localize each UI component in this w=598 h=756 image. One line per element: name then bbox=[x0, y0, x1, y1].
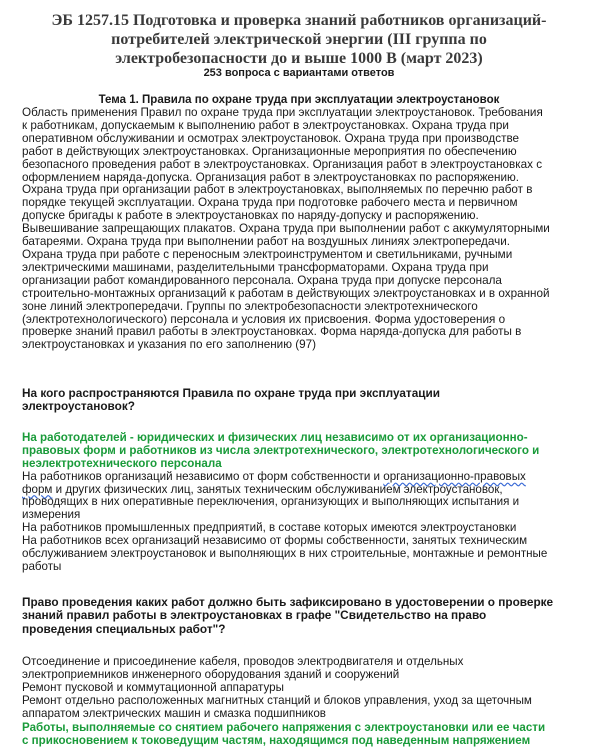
topic-line: оформлением наряда-допуска. Организация работ в электроустановках по распоряжению. bbox=[22, 170, 520, 184]
answer-line: Отсоединение и присоединение кабеля, проводов электродвигателя и отдельных bbox=[22, 655, 464, 668]
answer-text: и других физических лиц, занятых техническим обслуживанием электроустановок, bbox=[55, 482, 503, 496]
topic-line: Вывешивание запрещающих плакатов. Охрана труда при выполнении работ с аккумуляторными bbox=[22, 222, 550, 236]
topic-line: допуске бригады к работе в электроустановках по наряду-допуску и распоряжению. bbox=[22, 209, 479, 223]
answer-line: На работодателей - юридических и физических лиц независимо от их организационно- bbox=[22, 431, 528, 444]
correct-answer-option bbox=[22, 431, 578, 471]
question-line: Право проведения каких работ должно быть зафиксировано в удостоверении о проверке bbox=[22, 595, 554, 609]
answer-line: измерения bbox=[22, 508, 81, 522]
answer-line: На работников всех организаций независимо от формы собственности, занятых техническим bbox=[22, 534, 528, 548]
topic-line: оперативном обслуживании и осмотрах электроустановок. Охрана труда при производстве bbox=[22, 131, 520, 145]
answer-line: проводящих в них оперативные переключения, организующих и выполняющих испытания и bbox=[22, 495, 520, 509]
answer-line: неэлектротехнического персонала bbox=[22, 457, 222, 471]
topic-line: зоне линий электропередачи. Группы по электробезопасности электротехнического bbox=[22, 299, 478, 313]
answers-question-2 bbox=[22, 656, 578, 747]
answer-option bbox=[22, 682, 578, 695]
title-line: потребителей электрической энергии (III группа по bbox=[111, 31, 487, 48]
answer-text: На работников организаций независимо от форм собственности и bbox=[22, 469, 381, 483]
topic-line: Область применения Правил по охране труда при эксплуатации электроустановок. Требования bbox=[22, 106, 543, 119]
topic-line: порядке текущей эксплуатации. Охрана труда при подготовке рабочего места и первичном bbox=[22, 196, 518, 210]
document-subtitle: 253 вопроса с вариантами ответов bbox=[203, 67, 395, 79]
question-1 bbox=[22, 387, 578, 414]
topic-line: к работникам, допускаемым к выполнению работ в электроустановках. Охрана труда при bbox=[22, 118, 509, 132]
answer-line: работы bbox=[22, 559, 62, 573]
topic-line: батареями. Охрана труда при выполнении работ на воздушных линиях электропередачи. bbox=[22, 235, 510, 249]
topic-line: электрическими машинами, разделительными трансформаторами. Охрана труда при bbox=[22, 260, 489, 274]
topic-description bbox=[22, 107, 582, 352]
answer-line: Работы, выполняемые со снятием рабочего напряжения с электроустановки или ее части bbox=[22, 720, 546, 734]
topic-line: работ в действующих электроустановках. Организационные мероприятия по обеспечению bbox=[22, 144, 517, 158]
title-line: ЭБ 1257.15 Подготовка и проверка знаний работников организаций- bbox=[51, 12, 547, 29]
answer-option bbox=[22, 695, 578, 721]
title-line: электробезопасности до и выше 1000 В (март 2023) bbox=[115, 50, 483, 67]
topic-line: проверке знаний правил работы в электроустановках. Форма наряда-допуска для работы в bbox=[22, 325, 522, 339]
question-line: знаний правил работы в электроустановках в графе "Свидетельство на право bbox=[22, 608, 487, 623]
answer-line: правовых форм и работников из числа электротехнического, электротехнологического и bbox=[22, 444, 540, 458]
question-line: На кого распространяются Правила по охране труда при эксплуатации bbox=[22, 386, 441, 400]
spellcheck-underlined-word: форм bbox=[22, 482, 53, 496]
topic-line: (электротехнологического) персонала и условия их присвоения. Форма удостоверения о bbox=[22, 312, 506, 326]
answer-line: электроприемников инженерного оборудования зданий и сооружений bbox=[22, 667, 400, 681]
document-title bbox=[0, 11, 598, 68]
correct-answer-option bbox=[22, 721, 578, 747]
answer-line: На работников промышленных предприятий, в составе которых имеются электроустановки bbox=[22, 521, 517, 535]
topic-title: Тема 1. Правила по охране труда при эксплуатации электроустановок bbox=[98, 94, 500, 106]
topic-line: электроустановках и указания по его заполнению (97) bbox=[22, 338, 316, 352]
question-line: проведения специальных работ"? bbox=[22, 621, 226, 636]
answer-line: обслуживанием электроустановок и выполняющих в них строительные, монтажные и ремонтные bbox=[22, 547, 548, 561]
answer-line: аппаратом электрических машин и смазка подшипников bbox=[22, 706, 326, 720]
spellcheck-underlined-word: организационно-правовых bbox=[383, 469, 526, 483]
answer-option bbox=[22, 656, 578, 682]
topic-line: Охрана труда при работе с переносным электроинструментом и светильниками, ручными bbox=[22, 247, 513, 261]
answers-question-1 bbox=[22, 431, 578, 574]
answer-option bbox=[22, 535, 578, 574]
topic-line: безопасного проведения работ в электроустановках. Организация работ в электроустановках с bbox=[22, 157, 543, 171]
topic-line: организации работ командированного персонала. Охрана труда при допуске персонала bbox=[22, 273, 502, 287]
question-line: электроустановок? bbox=[22, 399, 135, 414]
question-2 bbox=[22, 596, 578, 636]
answer-line: с прикосновением к токоведущим частям, находящимся под наведенным напряжением bbox=[22, 733, 531, 747]
answer-line: Ремонт отдельно расположенных магнитных станций и блоков управления, уход за щеточным bbox=[22, 693, 532, 707]
topic-line: строительно-монтажных организаций к работам в действующих электроустановках и в охранной bbox=[22, 286, 550, 300]
topic-line: Охрана труда при организации работ в электроустановках, выполняемых по перечню работ в bbox=[22, 183, 533, 197]
answer-option bbox=[22, 471, 578, 523]
answer-line: Ремонт пусковой и коммутационной аппаратуры bbox=[22, 680, 284, 694]
